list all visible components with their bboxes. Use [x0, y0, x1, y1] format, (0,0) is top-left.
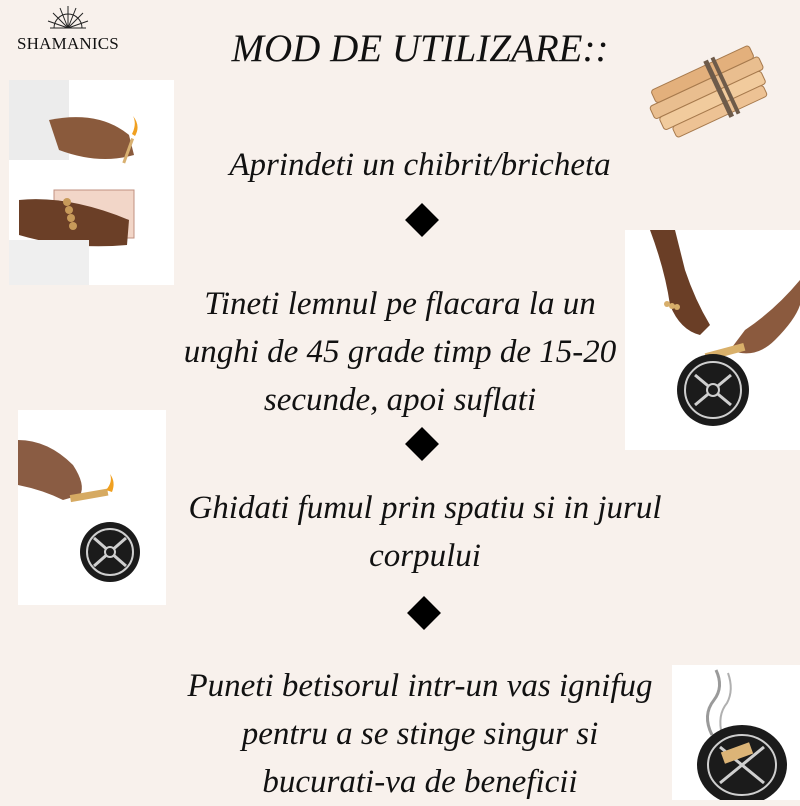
- step-4-text: Puneti betisorul intr-un vas ignifug pentru a se stinge singur si bucurati-va de beneficii: [187, 668, 653, 800]
- page-title: MOD DE UTILIZARE::: [231, 27, 609, 70]
- step-1-text: Aprindeti un chibrit/bricheta: [229, 147, 611, 183]
- palo-santo-bundle-icon: [640, 40, 780, 140]
- step-3-text: Ghidati fumul prin spatiu si in jurul corpului: [188, 490, 662, 574]
- step-2-text: Tineti lemnul pe flacara la un unghi de 45 grade timp de 15-20 secunde, apoi suflati: [183, 286, 617, 418]
- diamond-icon: [405, 427, 439, 461]
- diamond-icon: [407, 596, 441, 630]
- sunburst-icon: [6, 4, 130, 34]
- diamond-icon: [405, 203, 439, 237]
- guiding-smoke-icon: [18, 410, 166, 605]
- brand-name: SHAMANICS: [17, 34, 119, 53]
- lighting-match-icon: [9, 80, 174, 285]
- holding-stick-over-bowl-icon: [625, 230, 800, 450]
- smoking-bowl-icon: [672, 665, 800, 800]
- brand-logo: [6, 4, 126, 54]
